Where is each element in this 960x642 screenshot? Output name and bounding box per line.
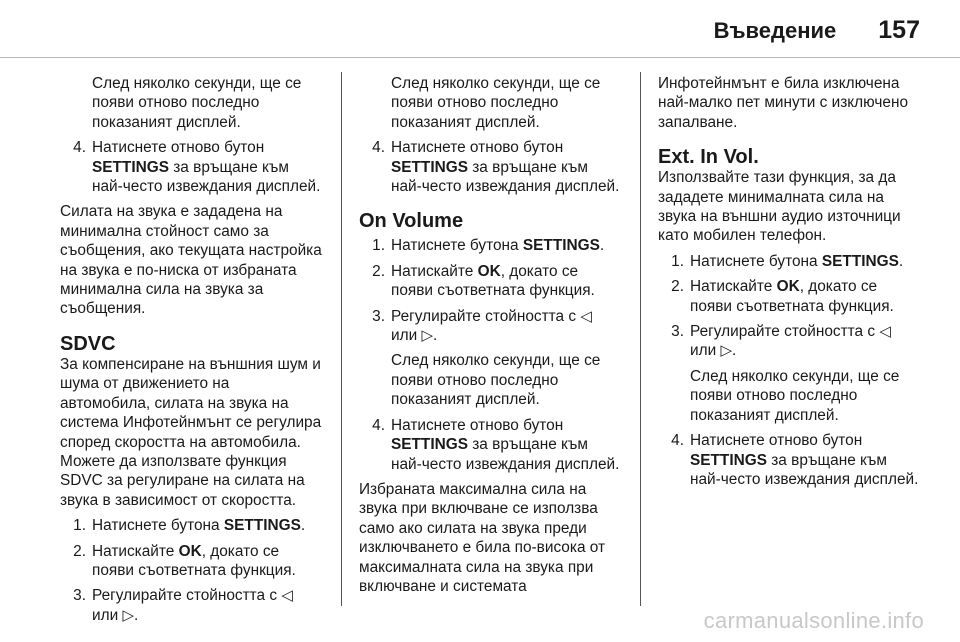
continued-text: След няколко секунди, ще се появи отново последно показаният дисплей. (92, 75, 302, 131)
column-3 (658, 74, 921, 495)
paragraph: За компенсиране на външния шум и шума от движението на автомобила, силата на звука на система Инфотейнмънт се регулира според скоростта на автомобила. Можете да използвате функция SDVC за регулиране на силата на звука в зависимост от скоростта. (60, 355, 322, 509)
triangle-right-outline-icon: ▷ (720, 342, 733, 360)
list-item: 1. Натиснете бутона SETTINGS. (73, 517, 306, 535)
list-item: 2. Натискайте OK, докато се появи съответната функция. (73, 542, 296, 579)
watermark: carmanualsonline.info (703, 608, 924, 633)
column-divider-1 (341, 72, 342, 606)
settings-button-label: SETTINGS (821, 252, 899, 270)
ok-button-label: OK (178, 542, 202, 560)
paragraph: Инфотейнмънт е била изключена най-малко пет минути с изключено запалване. (658, 75, 908, 131)
section-heading-sdvc: SDVC (60, 332, 116, 355)
settings-button-label: SETTINGS (391, 436, 468, 454)
list-item: 4. Натиснете отново бутон SETTINGS за връщане към най-често извеждания дисплей. (372, 139, 620, 196)
header-rule (0, 57, 960, 58)
column-divider-2 (640, 72, 641, 606)
list-item: 2. Натискайте OK, докато се появи съответната функция. (372, 262, 595, 300)
ok-button-label: OK (776, 278, 800, 296)
list-item: 4. Натиснете отново бутон SETTINGS за връщане към най-често извеждания дисплей. (372, 416, 620, 473)
triangle-left-outline-icon: ◁ (580, 307, 592, 325)
column-1 (60, 74, 323, 631)
triangle-right-outline-icon: ▷ (421, 327, 434, 345)
column-2 (359, 74, 622, 602)
page-number: 157 (878, 16, 920, 44)
triangle-right-outline-icon: ▷ (122, 606, 135, 624)
page-header (714, 16, 920, 45)
list-item-note: След няколко секунди, ще се появи отново последно показаният дисплей. (690, 367, 900, 424)
list-item: 3. Регулирайте стойността с ◁ или ▷. (372, 307, 592, 345)
paragraph: Използвайте тази функция, за да зададете минималната сила на звука на външни аудио източници като мобилен телефон. (658, 169, 901, 245)
paragraph: Избраната максимална сила на звука при включване се използва само ако силата на звука преди изключването е била по-висока от максималната сила на звука при включване и системата (359, 480, 606, 595)
ok-button-label: OK (477, 262, 501, 280)
list-item-note: След няколко секунди, ще се появи отново последно показаният дисплей. (391, 352, 601, 409)
list-item: 4. Натиснете отново бутон SETTINGS за връщане към най-често извеждания дисплей. (671, 432, 919, 488)
settings-button-label: SETTINGS (223, 517, 301, 535)
page-title: Въведение (713, 18, 837, 43)
list-item: 1. Натиснете бутона SETTINGS. (372, 237, 605, 255)
continued-text: След няколко секунди, ще се появи отново последно показаният дисплей. (391, 75, 601, 131)
paragraph: Силата на звука е зададена на минимална стойност само за съобщения, ако текущата настройка на звука е по-ниска от избраната минимална сила на звука за съобщения. (60, 203, 322, 318)
triangle-left-outline-icon: ◁ (879, 323, 891, 341)
list-item: 3. Регулирайте стойността с ◁ или ▷. (671, 323, 891, 360)
list-item: 3. Регулирайте стойността с ◁ или ▷. (73, 587, 293, 624)
settings-button-label: SETTINGS (391, 158, 468, 176)
section-heading-ext-in-vol: Ext. In Vol. (658, 146, 759, 169)
settings-button-label: SETTINGS (690, 451, 767, 469)
settings-button-label: SETTINGS (522, 237, 600, 255)
section-heading-on-volume: On Volume (359, 210, 464, 233)
list-item: 4. Натиснете отново бутон SETTINGS за връщане към най-често извеждания дисплей. (73, 139, 321, 196)
list-item: 1. Натиснете бутона SETTINGS. (671, 252, 904, 270)
list-item: 2. Натискайте OK, докато се появи съответната функция. (671, 278, 894, 315)
triangle-left-outline-icon: ◁ (281, 587, 293, 605)
settings-button-label: SETTINGS (92, 158, 169, 176)
